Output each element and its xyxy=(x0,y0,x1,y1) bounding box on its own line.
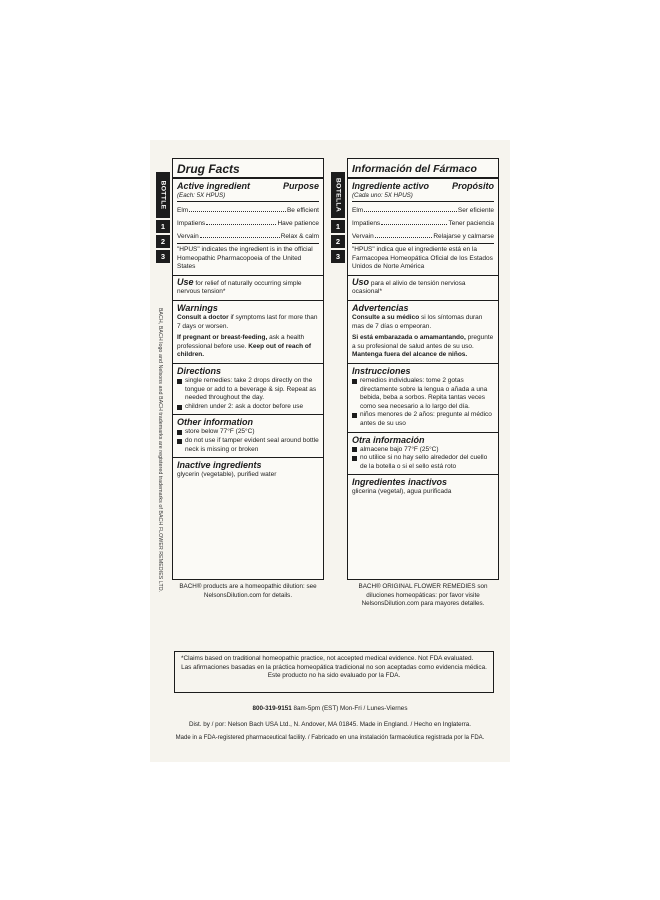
dilution-info-es: BACH® ORIGINAL FLOWER REMEDIES son diluciones homeopáticas: por favor visite NelsonsDilution.com para mayores detalles. xyxy=(358,583,488,607)
bullet-icon xyxy=(352,447,357,452)
use-section xyxy=(348,276,498,301)
drug-facts-panel-en xyxy=(172,158,324,580)
warning-consult: Consulte a su médico si los síntomas duran mas de 7 días o empeoran. xyxy=(352,313,483,330)
phone-number: 800-319-9151 xyxy=(252,705,292,712)
inactive-ingredients-text: glicerina (vegetal), agua purificada xyxy=(352,488,452,496)
active-ingredient-heading: Active ingredient xyxy=(177,181,251,191)
claims-text-es: Las afirmaciones basadas en la práctica homeopática tradicional no son aceptadas como evidencia médica. Este producto no ha sido evaluado por la FDA. xyxy=(181,663,487,679)
inactive-ingredients-section xyxy=(173,458,323,483)
warnings-heading: Advertencias xyxy=(352,302,409,313)
botella-tab-header: BOTELLA xyxy=(331,172,345,218)
directions-section xyxy=(173,364,323,415)
purpose-heading: Propósito xyxy=(452,181,494,191)
ingredient-rows xyxy=(177,201,319,243)
ingredient-row: Impatiens Have patience xyxy=(177,217,319,230)
directions-heading: Directions xyxy=(177,365,222,376)
active-ingredient-section xyxy=(173,179,323,276)
list-item: single remedies: take 2 drops directly on the tongue or add to a beverage & sip. Repeat as needed throughout the day. xyxy=(177,377,319,403)
warnings-section xyxy=(348,301,498,364)
warning-pregnant: If pregnant or breast-feeding, ask a health professional before use. Keep out of reach of children. xyxy=(177,334,312,359)
inactive-ingredients-heading: Ingredientes inactivos xyxy=(352,477,448,488)
hours-text: 8am-5pm (EST) Mon-Fri / Lunes-Viernes xyxy=(293,705,408,712)
ingredient-row: Vervain Relax & calm xyxy=(177,230,319,243)
bottle-tabs-en xyxy=(156,172,170,263)
purpose-heading: Purpose xyxy=(282,181,319,191)
ingredient-row: Impatiens Tener paciencia xyxy=(352,217,494,230)
list-item: children under 2: ask a doctor before use xyxy=(177,403,319,412)
list-item: almacene bajo 77°F (25°C) xyxy=(352,446,494,455)
bottle-tab-header: BOTTLE xyxy=(156,172,170,218)
active-ingredient-heading: Ingrediente activo xyxy=(352,181,430,191)
directions-section xyxy=(348,364,498,433)
bullet-icon xyxy=(352,379,357,384)
drug-facts-header xyxy=(348,159,498,179)
dilution-note: (Each: 5X HPUS) xyxy=(177,192,226,199)
facility-line: Made in a FDA-registered pharmaceutical facility. / Fabricado en una instalación farmacéutica registrada por la FDA. xyxy=(175,735,485,741)
bottle-tab-2: 2 xyxy=(156,235,170,248)
bottle-tabs-es xyxy=(331,172,345,263)
use-text: para el alivio de tensión nerviosa ocasional* xyxy=(352,279,466,296)
ingredient-row: Vervain Relajarse y calmarse xyxy=(352,230,494,243)
distributor-line: Dist. by / por: Nelson Bach USA Ltd., N. Andover, MA 01845. Made in England. / Hecho en Inglaterra. xyxy=(188,721,472,728)
warnings-section xyxy=(173,301,323,364)
claims-disclaimer-box xyxy=(174,651,494,693)
inactive-ingredients-heading: Inactive ingredients xyxy=(177,460,262,471)
panel-title: Drug Facts xyxy=(177,162,240,176)
list-item: no utilice si no hay sello alrededor del cuello de la botella o si el sello está roto xyxy=(352,454,494,471)
list-item: store below 77°F (25°C) xyxy=(177,428,319,437)
list-item: niños menores de 2 años: pregunte al médico antes de su uso xyxy=(352,411,494,428)
trademark-text: BACH, BACH logo and Nelsons and BACH trademarks are registered trademarks of BACH FLOWER REMEDIES LTD. xyxy=(157,307,163,593)
bullet-icon xyxy=(352,413,357,418)
directions-heading: Instrucciones xyxy=(352,365,411,376)
ingredient-row: Elm Be efficient xyxy=(177,204,319,217)
drug-facts-header xyxy=(173,159,323,179)
warnings-heading: Warnings xyxy=(177,302,218,313)
list-item: do not use if tamper evident seal around bottle neck is missing or broken xyxy=(177,437,319,454)
dilution-info-en: BACH® products are a homeopathic dilution: see NelsonsDilution.com for details. xyxy=(179,583,317,599)
inactive-ingredients-text: glycerin (vegetable), purified water xyxy=(177,471,277,479)
drug-facts-panel-es xyxy=(347,158,499,580)
other-information-section xyxy=(348,433,498,476)
use-section xyxy=(173,276,323,301)
botella-tab-2: 2 xyxy=(331,235,345,248)
inactive-ingredients-section xyxy=(348,475,498,500)
use-text: for relief of naturally occurring simple nervous tension* xyxy=(177,279,302,296)
other-information-section xyxy=(173,415,323,458)
dilution-note: (Cada uno: 5X HPUS) xyxy=(352,192,413,199)
botella-tab-1: 1 xyxy=(331,220,345,233)
bullet-icon xyxy=(177,405,182,410)
panel-title: Información del Fármaco xyxy=(352,163,477,175)
bottle-tab-1: 1 xyxy=(156,220,170,233)
hpus-note: "HPUS" indica que el ingrediente está en la Farmacopea Homeopática Oficial de los Estados Unidos de Norte América xyxy=(352,243,494,272)
use-heading: Uso xyxy=(352,276,370,287)
ingredient-row: Elm Ser eficiente xyxy=(352,204,494,217)
botella-tab-3: 3 xyxy=(331,250,345,263)
use-heading: Use xyxy=(177,276,194,287)
bullet-icon xyxy=(177,430,182,435)
bullet-icon xyxy=(352,456,357,461)
list-item: remedios individuales: tome 2 gotas directamente sobre la lengua o añada a una bebida, beba a sorbos. Repita tantas veces como sea necesario a lo largo del día. xyxy=(352,377,494,411)
hpus-note: "HPUS" indicates the ingredient is in the official Homeopathic Pharmacopoeia of the United States xyxy=(177,243,319,272)
claims-text-en: *Claims based on traditional homeopathic practice, not accepted medical evidence. Not FDA evaluated. xyxy=(181,655,474,662)
bottle-tab-3: 3 xyxy=(156,250,170,263)
warning-consult: Consult a doctor if symptoms last for more than 7 days or worsen. xyxy=(177,313,318,330)
ingredient-rows xyxy=(352,201,494,243)
bullet-icon xyxy=(177,439,182,444)
contact-line xyxy=(150,705,510,712)
warning-pregnant: Si está embarazada o amamantando, pregunte a su profesional de salud antes de su uso. Mantenga fuera del alcance de niños. xyxy=(352,334,494,359)
other-information-heading: Other information xyxy=(177,417,253,428)
bullet-icon xyxy=(177,379,182,384)
side-trademark-text xyxy=(155,300,165,600)
other-information-heading: Otra información xyxy=(352,434,425,445)
active-ingredient-section xyxy=(348,179,498,276)
